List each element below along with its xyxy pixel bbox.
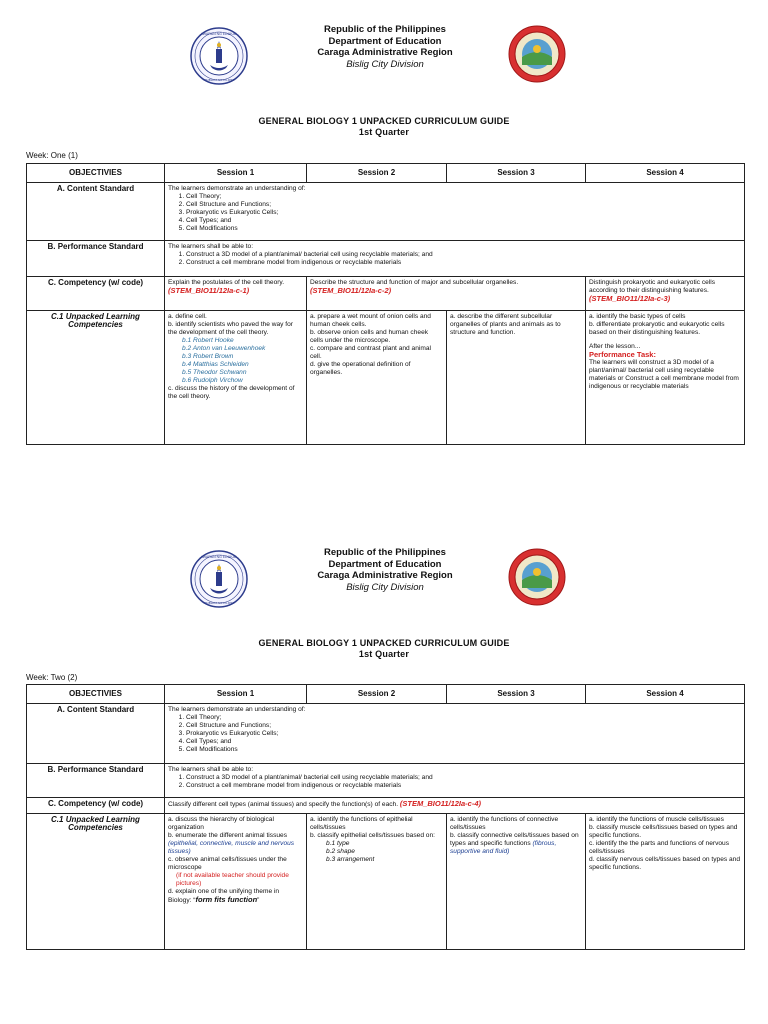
scientist-item: b.2 Anton van Leeuwenhoek [182, 345, 266, 352]
guide-title-line1: GENERAL BIOLOGY 1 UNPACKED CURRICULUM GUIDE [258, 116, 510, 126]
row-label-content: A. Content Standard [27, 183, 165, 241]
row-label-content: A. Content Standard [27, 704, 165, 764]
list-item: 5. Cell Modifications [186, 225, 741, 233]
col-session-3: Session 3 [447, 685, 586, 704]
unpacked-s2: a. prepare a wet mount of onion cells and human cheek cells. b. observe onion cells and human cheek cells under the microscope. c. compare and contrast plant and animal cell. d. give the operational definition of organelles. [307, 311, 447, 445]
performance-standard-list [168, 774, 741, 790]
col-session-1: Session 1 [165, 685, 307, 704]
svg-text:REPUBLIKA NG PILIPINAS: REPUBLIKA NG PILIPINAS [200, 78, 238, 82]
scientist-item: b.4 Matthias Schleiden [182, 361, 249, 368]
competency-code: (STEM_BIO11/12Ia-c-3) [589, 294, 671, 303]
table-header-row [27, 164, 745, 183]
svg-text:KAGAWARAN NG EDUKASYON: KAGAWARAN NG EDUKASYON [193, 32, 245, 36]
header-text [260, 24, 510, 70]
guide-title-line2: 1st Quarter [358, 649, 410, 659]
row-label-performance: B. Performance Standard [27, 764, 165, 798]
row-label-competency: C. Competency (w/ code) [27, 798, 165, 814]
competency-code: (STEM_BIO11/12Ia-c-2) [310, 286, 392, 295]
scientist-item: b.3 Robert Brown [182, 353, 234, 360]
curriculum-table-week2 [26, 684, 745, 950]
curriculum-table-week1 [26, 163, 745, 445]
scientist-item: b.1 Robert Hooke [182, 337, 234, 344]
list-item: 4. Cell Types; and [186, 738, 741, 746]
competency-cell: Classify different cell types (animal tissues) and specify the function(s) of each. (STEM_BIO11/12Ia-c-4) [165, 798, 745, 814]
col-objectives: OBJECTIVIES [27, 685, 165, 704]
content-standard-row [27, 183, 745, 241]
unpacked-s4: a. identify the basic types of cells b. differentiate prokaryotic and eukaryotic cells based on their distinguishing features. After the lesson... Performance Task: The learners will construct a 3D model of a plant/animal/ bacterial cell using recyclable materials or Construct a cell membrane model from indigenous or recyclable materials [586, 311, 745, 445]
guide-title-line2: 1st Quarter [358, 127, 410, 137]
col-session-4: Session 4 [586, 685, 745, 704]
guide-title-week1 [0, 116, 768, 138]
list-item: 2. Cell Structure and Functions; [186, 201, 741, 209]
performance-standard-row [27, 241, 745, 277]
header-division: Bislig City Division [346, 58, 424, 70]
performance-standard-cell: The learners shall be able to: 1. Construct a 3D model of a plant/animal/ bacterial cell using recyclable materials; and 2. Construct a cell membrane model from indigenous or recyclable materials [165, 764, 745, 798]
col-session-2: Session 2 [307, 685, 447, 704]
unpacked-s2: a. identify the functions of epithelial cells/tissues b. classify epithelial cells/tissues based on: b.1 type b.2 shape b.3 arrangement [307, 814, 447, 950]
header-text [260, 547, 510, 593]
week-two-label: Week: Two (2) [26, 673, 78, 682]
row-label-performance: B. Performance Standard [27, 241, 165, 277]
performance-standard-row [27, 764, 745, 798]
col-session-2: Session 2 [307, 164, 447, 183]
scientist-item: b.6 Rudolph Virchow [182, 377, 243, 384]
competency-code: (STEM_BIO11/12Ia-c-1) [168, 286, 250, 295]
content-standard-cell: The learners demonstrate an understanding of: 1. Cell Theory; 2. Cell Structure and Functions; 3. Prokaryotic vs Eukaryotic Cells; 4. Cell Types; and 5. Cell Modifications [165, 183, 745, 241]
svg-text:REPUBLIKA NG PILIPINAS: REPUBLIKA NG PILIPINAS [200, 601, 238, 605]
header-line1: Republic of the Philippines [324, 24, 446, 35]
list-item: 1. Construct a 3D model of a plant/animal/ bacterial cell using recyclable materials; and [186, 774, 741, 782]
header-line2: Department of Education [328, 558, 442, 570]
header-division: Bislig City Division [346, 581, 424, 593]
content-standard-list [168, 714, 741, 754]
header-line3: Caraga Administrative Region [317, 570, 453, 581]
col-session-1: Session 1 [165, 164, 307, 183]
list-item: 1. Cell Theory; [186, 714, 741, 722]
competency-s4: Distinguish prokaryotic and eukaryotic cells according to their distinguishing features. (STEM_BIO11/12Ia-c-3) [586, 277, 745, 311]
unpacked-s3: a. identify the functions of connective cells/tissues b. classify connective cells/tissues based on types and specific functions (fibrous, supportive and fluid) [447, 814, 586, 950]
row-label-competency: C. Competency (w/ code) [27, 277, 165, 311]
col-session-4: Session 4 [586, 164, 745, 183]
performance-task-label: Performance Task: [589, 350, 656, 359]
list-item: b.2 shape [326, 848, 355, 855]
competency-row [27, 277, 745, 311]
performance-standard-list [168, 251, 741, 267]
list-item: 1. Cell Theory; [186, 193, 741, 201]
unpacked-s1: a. define cell. b. identify scientists who paved the way for the development of the cell theory. b.1 Robert Hooke b.2 Anton van Leeuwenhoek b.3 Robert Brown b.4 Matthias Schleiden b.5 Theodor Schwann b.6 Rudolph Virchow c. discuss the history of the development of the cell theory. [165, 311, 307, 445]
header-line2: Department of Education [328, 35, 442, 47]
col-objectives: OBJECTIVIES [27, 164, 165, 183]
content-standard-list [168, 193, 741, 233]
svg-text:KAGAWARAN NG EDUKASYON: KAGAWARAN NG EDUKASYON [193, 555, 245, 559]
competency-s1: Explain the postulates of the cell theory. (STEM_BIO11/12Ia-c-1) [165, 277, 307, 311]
guide-title-week2 [0, 638, 768, 660]
list-item: 3. Prokaryotic vs Eukaryotic Cells; [186, 209, 741, 217]
header-line1: Republic of the Philippines [324, 547, 446, 558]
list-item: 2. Construct a cell membrane model from indigenous or recyclable materials [186, 259, 741, 267]
list-item: 1. Construct a 3D model of a plant/animal/ bacterial cell using recyclable materials; and [186, 251, 741, 259]
deped-seal-icon [190, 27, 248, 85]
list-item: 3. Prokaryotic vs Eukaryotic Cells; [186, 730, 741, 738]
list-item: b.1 type [326, 840, 350, 847]
unpacked-s4: a. identify the functions of muscle cells/tissues b. classify muscle cells/tissues based on types and specific functions. c. identify the the parts and functions of nervous cells/tissues d. classify nervous cells/tissues based on types and specific functions. [586, 814, 745, 950]
header-week2 [0, 545, 768, 615]
table-header-row [27, 685, 745, 704]
week-one-label: Week: One (1) [26, 151, 78, 160]
competency-code: (STEM_BIO11/12Ia-c-4) [399, 799, 482, 808]
competency-s2-s3: Describe the structure and function of major and subcellular organelles. (STEM_BIO11/12Ia-c-2) [307, 277, 586, 311]
header-line3: Caraga Administrative Region [317, 47, 453, 58]
unpacked-row [27, 814, 745, 950]
region-seal-icon [508, 548, 566, 606]
unpacked-s1: a. discuss the hierarchy of biological organization b. enumerate the different animal tissues (epithelial, connective, muscle and nervous tissues) c. observe animal cells/tissues under the microscope (if not available teacher should provide pictures) d. explain one of the unifying theme in Biology: “form fits function” [165, 814, 307, 950]
row-label-unpacked: C.1 Unpacked Learning Competencies [27, 311, 165, 445]
scientist-item: b.5 Theodor Schwann [182, 369, 247, 376]
list-item: 4. Cell Types; and [186, 217, 741, 225]
list-item: b.3 arrangement [326, 856, 375, 863]
list-item: 5. Cell Modifications [186, 746, 741, 754]
content-standard-row [27, 704, 745, 764]
list-item: 2. Construct a cell membrane model from indigenous or recyclable materials [186, 782, 741, 790]
guide-title-line1: GENERAL BIOLOGY 1 UNPACKED CURRICULUM GUIDE [258, 638, 510, 648]
unpacked-row [27, 311, 745, 445]
header-week1 [0, 22, 768, 92]
region-seal-icon [508, 25, 566, 83]
deped-seal-icon [190, 550, 248, 608]
performance-standard-cell: The learners shall be able to: 1. Construct a 3D model of a plant/animal/ bacterial cell using recyclable materials; and 2. Construct a cell membrane model from indigenous or recyclable materials [165, 241, 745, 277]
competency-row [27, 798, 745, 814]
list-item: 2. Cell Structure and Functions; [186, 722, 741, 730]
content-standard-cell: The learners demonstrate an understanding of: 1. Cell Theory; 2. Cell Structure and Functions; 3. Prokaryotic vs Eukaryotic Cells; 4. Cell Types; and 5. Cell Modifications [165, 704, 745, 764]
col-session-3: Session 3 [447, 164, 586, 183]
row-label-unpacked: C.1 Unpacked Learning Competencies [27, 814, 165, 950]
unpacked-s3: a. describe the different subcellular organelles of plants and animals as to structure and function. [447, 311, 586, 445]
